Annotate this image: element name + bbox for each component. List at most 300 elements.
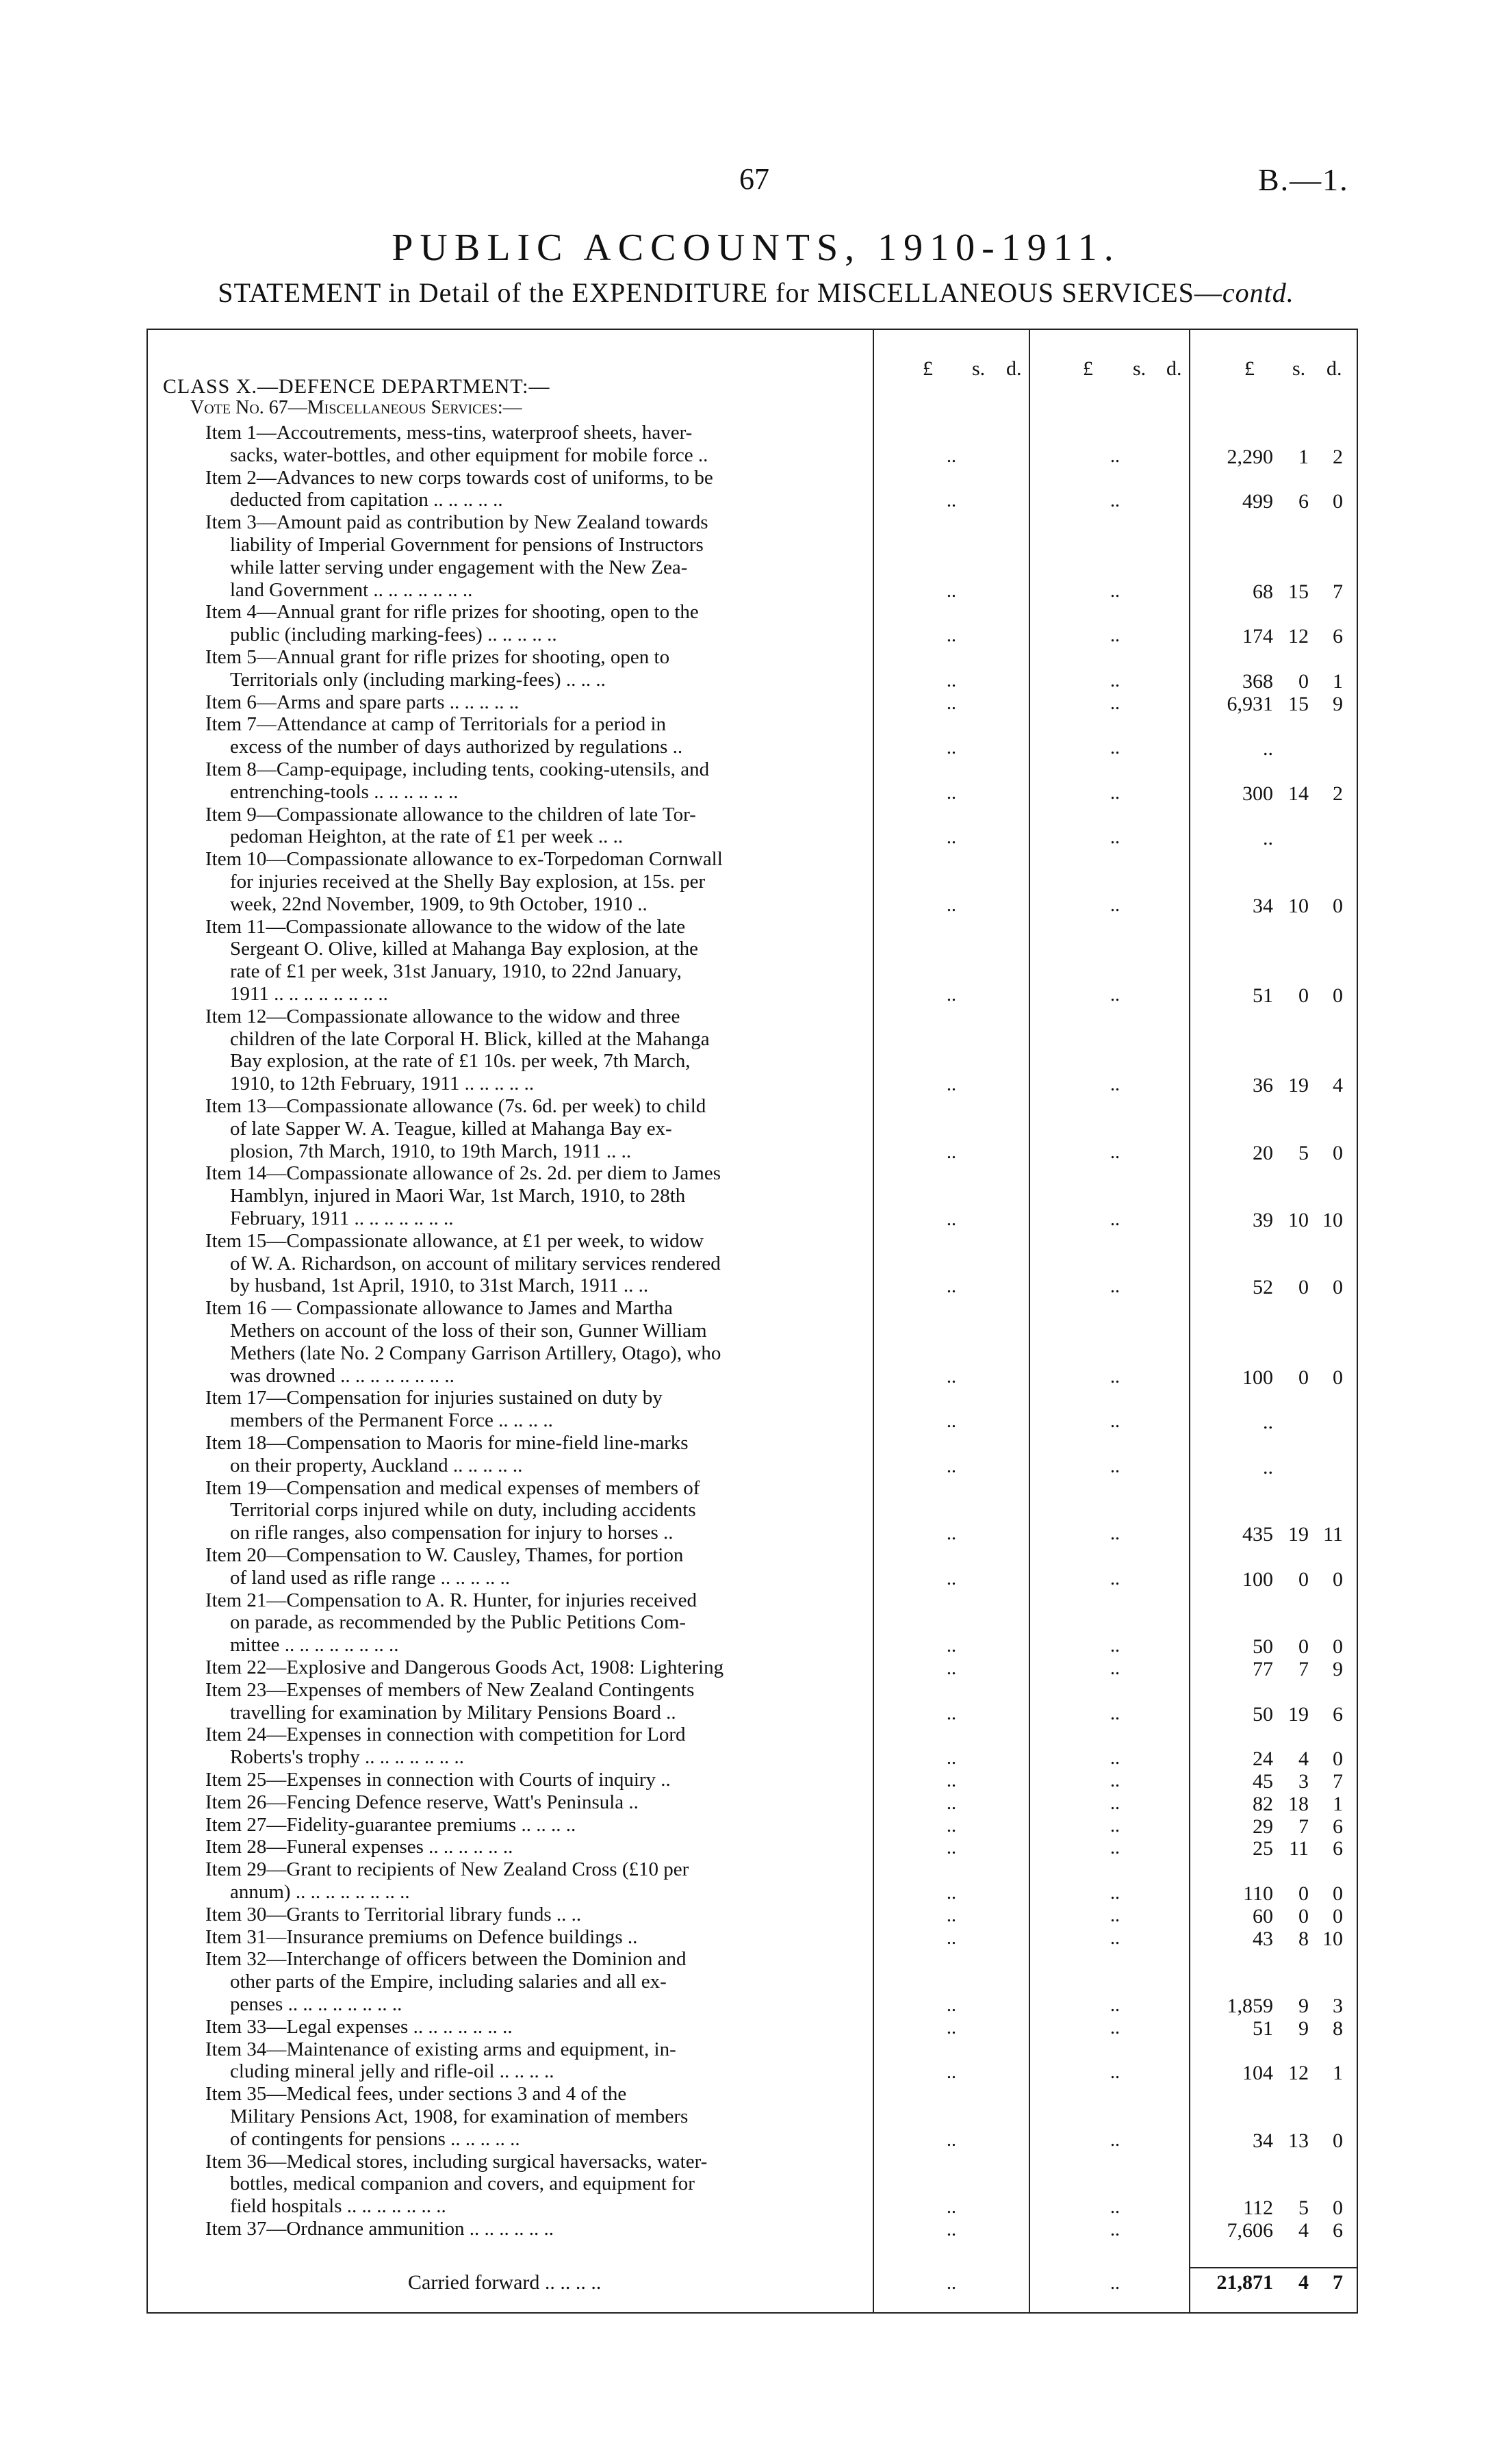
col1-pence-header: d.: [1006, 357, 1022, 380]
carried-forward-col2-marker: ..: [1110, 2273, 1120, 2294]
carried-forward-rule: [1189, 2267, 1358, 2268]
item-description-line: members of the Permanent Force .. .. .. ..: [230, 1409, 553, 1432]
item-col1-marker: ..: [947, 580, 956, 602]
list-item: [205, 691, 859, 714]
subtitle-contd: contd.: [1222, 277, 1294, 308]
list-item: [205, 511, 859, 601]
col3-pound-header: £: [1244, 357, 1255, 380]
list-item: [205, 1836, 859, 1858]
item-description-line: children of the late Corporal H. Blick, killed at the Mahanga: [230, 1027, 710, 1050]
item-description-line: Item 32—Interchange of officers between the Dominion and: [205, 1948, 687, 1971]
table-bottom-rule: [146, 2312, 1358, 2314]
item-pounds: 34: [1253, 894, 1273, 917]
item-description-line: Item 36—Medical stores, including surgical haversacks, water-: [205, 2150, 708, 2173]
item-col1-marker: ..: [947, 1815, 956, 1836]
item-pence: 0: [1333, 490, 1343, 513]
item-pence: 11: [1323, 1523, 1343, 1546]
item-description-line: Methers (late No. 2 Company Garrison Artillery, Otago), who: [230, 1342, 721, 1364]
item-col1-marker: ..: [947, 1927, 956, 1949]
item-description-line: Item 3—Amount paid as contribution by New Zealand towards: [205, 511, 708, 534]
item-description-line: Item 14—Compassionate allowance of 2s. 2d. per diem to James: [205, 1162, 721, 1185]
item-pounds: 2,290: [1227, 445, 1273, 468]
item-col2-marker: ..: [1110, 1567, 1120, 1589]
item-pence: 4: [1333, 1074, 1343, 1097]
item-pence: 0: [1333, 2129, 1343, 2152]
item-pence: 6: [1333, 625, 1343, 648]
carried-forward-shillings: 4: [1298, 2271, 1309, 2294]
item-description-line: Hamblyn, injured in Maori War, 1st March, 1910, to 28th: [230, 1185, 686, 1207]
item-col2-marker: ..: [1110, 625, 1120, 647]
item-description-line: cluding mineral jelly and rifle-oil .. .. .. ..: [230, 2060, 554, 2083]
item-col2-marker: ..: [1110, 1702, 1120, 1724]
item-col1-marker: ..: [947, 1074, 956, 1096]
item-shillings: 14: [1288, 782, 1309, 805]
item-shillings: 8: [1298, 1927, 1309, 1950]
item-shillings: 7: [1298, 1658, 1309, 1680]
list-item: [205, 1656, 859, 1679]
item-shillings: 19: [1288, 1074, 1309, 1097]
item-col2-marker: ..: [1110, 1748, 1120, 1769]
item-pence: 0: [1333, 1635, 1343, 1659]
item-shillings: 15: [1288, 580, 1309, 603]
item-col1-marker: ..: [947, 692, 956, 714]
item-pounds: ..: [1263, 1411, 1273, 1434]
item-col1-marker: ..: [947, 625, 956, 647]
item-description-line: field hospitals .. .. .. .. .. .. ..: [230, 2195, 446, 2218]
item-description-line: Item 7—Attendance at camp of Territorials for a period in: [205, 713, 667, 736]
item-pence: 2: [1333, 782, 1343, 805]
item-description-line: of late Sapper W. A. Teague, killed at Mahanga Bay ex-: [230, 1117, 672, 1140]
item-description-line: Item 9—Compassionate allowance to the children of late Tor-: [205, 803, 696, 825]
item-description-line: Item 15—Compassionate allowance, at £1 per week, to widow: [205, 1229, 704, 1252]
item-description-line: Item 16 — Compassionate allowance to James and Martha: [205, 1297, 673, 1320]
item-pounds: 435: [1242, 1523, 1273, 1546]
item-shillings: 12: [1288, 625, 1309, 648]
item-pence: 1: [1333, 669, 1343, 693]
col1-shillings-header: s.: [972, 357, 986, 380]
list-item: [205, 467, 859, 512]
item-pounds: 20: [1253, 1141, 1273, 1164]
item-description-line: 1911 .. .. .. .. .. .. .. ..: [230, 982, 388, 1005]
item-shillings: 9: [1298, 1995, 1309, 2017]
item-col1-marker: ..: [947, 669, 956, 691]
list-item: [205, 1791, 859, 1814]
item-description-line: of land used as rifle range .. .. .. .. ..: [230, 1566, 511, 1589]
item-description-line: Item 2—Advances to new corps towards cost of uniforms, to be: [205, 466, 713, 489]
item-col2-marker: ..: [1110, 2062, 1120, 2084]
list-item: [205, 2016, 859, 2038]
item-pence: 2: [1333, 445, 1343, 468]
item-col1-marker: ..: [947, 1209, 956, 1230]
carried-forward-label: Carried forward .. .. .. ..: [408, 2271, 602, 2294]
list-item: [205, 1297, 859, 1387]
item-description-line: plosion, 7th March, 1910, to 19th March, 1911 .. ..: [230, 1140, 632, 1162]
statement-subtitle: [0, 277, 1512, 309]
list-item: [205, 1769, 859, 1791]
list-item: [205, 1814, 859, 1836]
item-col1-marker: ..: [947, 827, 956, 849]
item-col1-marker: ..: [947, 2197, 956, 2218]
item-description-line: bottles, medical companion and covers, and equipment for: [230, 2173, 695, 2195]
item-description-line: February, 1911 .. .. .. .. .. .. ..: [230, 1207, 454, 1229]
col3-pence-header: d.: [1327, 357, 1342, 380]
item-pence: 6: [1333, 1702, 1343, 1726]
item-col1-marker: ..: [947, 737, 956, 759]
page-title: PUBLIC ACCOUNTS, 1910-1911.: [392, 227, 1120, 269]
item-description-line: on their property, Auckland .. .. .. .. ..: [230, 1454, 523, 1476]
item-description-line: Item 34—Maintenance of existing arms and equipment, in-: [205, 2038, 676, 2060]
item-pounds: 112: [1243, 2197, 1273, 2220]
item-col1-marker: ..: [947, 2129, 956, 2151]
item-description-line: Item 37—Ordnance ammunition .. .. .. .. .. ..: [205, 2218, 554, 2240]
item-shillings: 3: [1298, 1770, 1309, 1793]
item-pence: 0: [1333, 1141, 1343, 1164]
item-col2-marker: ..: [1110, 1904, 1120, 1926]
item-pounds: 50: [1253, 1635, 1273, 1659]
item-description-line: on parade, as recommended by the Public Petitions Com-: [230, 1611, 687, 1634]
item-pounds: 50: [1253, 1702, 1273, 1726]
item-col2-marker: ..: [1110, 2219, 1120, 2240]
list-item: [205, 916, 859, 1006]
item-pence: 8: [1333, 2017, 1343, 2040]
item-pence: 0: [1333, 1276, 1343, 1299]
item-pence: 1: [1333, 1792, 1343, 1815]
item-pence: 7: [1333, 1770, 1343, 1793]
item-description-line: Item 30—Grants to Territorial library funds .. ..: [205, 1903, 582, 1925]
item-description-line: Item 24—Expenses in connection with competition for Lord: [205, 1724, 686, 1746]
item-pounds: ..: [1263, 1455, 1273, 1478]
list-item: [205, 1544, 859, 1589]
list-item: [205, 1162, 859, 1229]
item-description-line: Bay explosion, at the rate of £1 10s. per week, 7th March,: [230, 1050, 691, 1073]
item-description-line: mittee .. .. .. .. .. .. .. ..: [230, 1634, 399, 1656]
item-col2-marker: ..: [1110, 1770, 1120, 1791]
item-pounds: 24: [1253, 1748, 1273, 1771]
item-col2-marker: ..: [1110, 1074, 1120, 1096]
item-description-line: Roberts's trophy .. .. .. .. .. .. ..: [230, 1746, 464, 1769]
item-col1-marker: ..: [947, 1141, 956, 1163]
item-pounds: 45: [1253, 1770, 1273, 1793]
vote-heading: Vote No. 67—Miscellaneous Services:—: [190, 397, 522, 418]
item-col1-marker: ..: [947, 1770, 956, 1791]
list-item: [205, 1432, 859, 1477]
item-pounds: 100: [1242, 1567, 1273, 1591]
item-description-line: liability of Imperial Government for pensions of Instructors: [230, 533, 704, 556]
item-shillings: 10: [1288, 894, 1309, 917]
item-description-line: public (including marking-fees) .. .. .. .. ..: [230, 624, 557, 646]
item-shillings: 0: [1298, 1635, 1309, 1659]
item-pounds: 110: [1243, 1882, 1273, 1905]
item-pence: 0: [1333, 1882, 1343, 1905]
table-right-rule: [1357, 329, 1358, 2314]
col3-shillings-header: s.: [1292, 357, 1306, 380]
list-item: [205, 804, 859, 849]
item-col2-marker: ..: [1110, 1141, 1120, 1163]
item-col2-marker: ..: [1110, 1411, 1120, 1433]
page-number: 67: [739, 162, 769, 196]
item-shillings: 19: [1288, 1702, 1309, 1726]
item-description-line: Item 20—Compensation to W. Causley, Thames, for portion: [205, 1544, 684, 1566]
item-description-line: week, 22nd November, 1909, to 9th October, 1910 ..: [230, 893, 648, 915]
item-col1-marker: ..: [947, 1567, 956, 1589]
item-col2-marker: ..: [1110, 782, 1120, 804]
item-col1-marker: ..: [947, 1748, 956, 1769]
item-pounds: 499: [1242, 490, 1273, 513]
item-description-line: Item 12—Compassionate allowance to the widow and three: [205, 1005, 680, 1027]
item-description-line: Item 31—Insurance premiums on Defence buildings ..: [205, 1925, 638, 1948]
list-item: [205, 2083, 859, 2150]
item-description-line: Item 6—Arms and spare parts .. .. .. .. ..: [205, 691, 520, 713]
item-col1-marker: ..: [947, 1635, 956, 1657]
list-item: [205, 1095, 859, 1162]
item-col2-marker: ..: [1110, 669, 1120, 691]
item-shillings: 6: [1298, 490, 1309, 513]
item-pounds: 39: [1253, 1209, 1273, 1231]
list-item: [205, 1006, 859, 1095]
list-item: [205, 1387, 859, 1432]
subtitle-text: STATEMENT in Detail of the EXPENDITURE for MISCELLANEOUS SERVICES—: [218, 277, 1222, 308]
list-item: [205, 2218, 859, 2240]
item-pence: 3: [1333, 1995, 1343, 2017]
item-shillings: 15: [1288, 692, 1309, 715]
item-description-line: Item 35—Medical fees, under sections 3 and 4 of the: [205, 2083, 627, 2105]
item-col2-marker: ..: [1110, 490, 1120, 512]
item-description-line: Sergeant O. Olive, killed at Mahanga Bay explosion, at the: [230, 938, 699, 960]
item-pence: 0: [1333, 2197, 1343, 2220]
item-pounds: 51: [1253, 984, 1273, 1007]
item-col2-marker: ..: [1110, 1455, 1120, 1477]
item-shillings: 10: [1288, 1209, 1309, 1231]
item-description-line: Item 19—Compensation and medical expenses of members of: [205, 1476, 700, 1499]
item-col1-marker: ..: [947, 894, 956, 916]
item-pounds: 25: [1253, 1837, 1273, 1860]
item-description-line: while latter serving under engagement with the New Zea-: [230, 556, 688, 578]
item-pence: 0: [1333, 1748, 1343, 1771]
item-col2-marker: ..: [1110, 1366, 1120, 1387]
item-pounds: 104: [1242, 2062, 1273, 2085]
class-heading: CLASS X.—DEFENCE DEPARTMENT:—: [163, 375, 550, 398]
item-description-line: of contingents for pensions .. .. .. .. ..: [230, 2127, 520, 2150]
item-col1-marker: ..: [947, 1523, 956, 1545]
item-description-line: Item 29—Grant to recipients of New Zealand Cross (£10 per: [205, 1858, 689, 1881]
item-pence: 6: [1333, 2219, 1343, 2242]
item-description-line: travelling for examination by Military Pensions Board ..: [230, 1701, 676, 1724]
table-top-rule: [146, 329, 1358, 330]
item-col1-marker: ..: [947, 1792, 956, 1814]
item-pence: 9: [1333, 1658, 1343, 1680]
item-col1-marker: ..: [947, 1882, 956, 1904]
col1-pound-header: £: [923, 357, 933, 380]
item-description-line: Item 33—Legal expenses .. .. .. .. .. .. ..: [205, 2015, 513, 2038]
item-description-line: of W. A. Richardson, on account of military services rendered: [230, 1252, 721, 1275]
item-pounds: 51: [1253, 2017, 1273, 2040]
item-col2-marker: ..: [1110, 2129, 1120, 2151]
item-pounds: 7,606: [1227, 2219, 1273, 2242]
item-pounds: 100: [1242, 1366, 1273, 1389]
item-shillings: 19: [1288, 1523, 1309, 1546]
item-col1-marker: ..: [947, 2219, 956, 2240]
item-description-line: entrenching-tools .. .. .. .. .. ..: [230, 780, 459, 803]
item-col2-marker: ..: [1110, 737, 1120, 759]
item-col2-marker: ..: [1110, 445, 1120, 467]
item-pounds: 60: [1253, 1904, 1273, 1928]
item-pounds: 174: [1242, 625, 1273, 648]
item-description-line: deducted from capitation .. .. .. .. ..: [230, 489, 503, 511]
item-description-line: Methers on account of the loss of their son, Gunner William: [230, 1319, 707, 1342]
item-pence: 10: [1322, 1209, 1343, 1231]
item-pounds: 29: [1253, 1815, 1273, 1838]
carried-forward-pence: 7: [1333, 2271, 1343, 2294]
item-description-line: Item 27—Fidelity-guarantee premiums .. .. .. ..: [205, 1813, 576, 1836]
item-shillings: 0: [1298, 669, 1309, 693]
item-pounds: 6,931: [1227, 692, 1273, 715]
item-description-line: was drowned .. .. .. .. .. .. .. ..: [230, 1364, 454, 1387]
item-pence: 0: [1333, 1567, 1343, 1591]
item-description-line: Item 10—Compassionate allowance to ex-Torpedoman Cornwall: [205, 848, 723, 871]
item-pence: 0: [1333, 1904, 1343, 1928]
item-pounds: 300: [1242, 782, 1273, 805]
list-item: [205, 1948, 859, 2015]
item-col2-marker: ..: [1110, 827, 1120, 849]
item-col1-marker: ..: [947, 445, 956, 467]
item-description-line: for injuries received at the Shelly Bay explosion, at 15s. per: [230, 870, 706, 893]
item-pounds: 34: [1253, 2129, 1273, 2152]
list-item: [205, 2151, 859, 2218]
item-col2-marker: ..: [1110, 2017, 1120, 2038]
item-pounds: ..: [1263, 827, 1273, 850]
col2-pence-header: d.: [1166, 357, 1182, 380]
list-item: [205, 1679, 859, 1724]
item-pounds: ..: [1263, 737, 1273, 760]
item-shillings: 7: [1298, 1815, 1309, 1838]
item-col1-marker: ..: [947, 2062, 956, 2084]
item-pence: 0: [1333, 1366, 1343, 1389]
item-pence: 6: [1333, 1837, 1343, 1860]
list-item: [205, 758, 859, 804]
item-description-line: Item 22—Explosive and Dangerous Goods Act, 1908: Lightering: [205, 1656, 724, 1678]
item-description-line: Item 28—Funeral expenses .. .. .. .. .. ..: [205, 1836, 513, 1858]
item-shillings: 18: [1288, 1792, 1309, 1815]
item-pence: 0: [1333, 894, 1343, 917]
item-shillings: 4: [1298, 1748, 1309, 1771]
item-col2-marker: ..: [1110, 1276, 1120, 1298]
list-item: [205, 1724, 859, 1769]
item-pence: 1: [1333, 2062, 1343, 2085]
item-col2-marker: ..: [1110, 1792, 1120, 1814]
item-shillings: 11: [1289, 1837, 1309, 1860]
item-col1-marker: ..: [947, 782, 956, 804]
item-shillings: 0: [1298, 1366, 1309, 1389]
item-col2-marker: ..: [1110, 2197, 1120, 2218]
item-description-line: Territorial corps injured while on duty, including accidents: [230, 1499, 696, 1522]
item-col2-marker: ..: [1110, 1927, 1120, 1949]
item-shillings: 13: [1288, 2129, 1309, 2152]
item-description-line: Item 1—Accoutrements, mess-tins, waterproof sheets, haver-: [205, 422, 693, 444]
item-description-line: Item 26—Fencing Defence reserve, Watt's Peninsula ..: [205, 1791, 639, 1813]
item-shillings: 0: [1298, 1904, 1309, 1928]
list-item: [205, 713, 859, 758]
item-pounds: 52: [1253, 1276, 1273, 1299]
item-description-line: Item 11—Compassionate allowance to the widow of the late: [205, 915, 686, 938]
list-item: [205, 422, 859, 467]
item-description-line: penses .. .. .. .. .. .. .. ..: [230, 1993, 402, 2015]
item-description-line: excess of the number of days authorized by regulations ..: [230, 736, 683, 758]
item-pence: 9: [1333, 692, 1343, 715]
list-item: [205, 848, 859, 915]
item-shillings: 1: [1298, 445, 1309, 468]
item-pounds: 368: [1242, 669, 1273, 693]
item-col1-marker: ..: [947, 1995, 956, 2016]
item-col2-marker: ..: [1110, 1209, 1120, 1230]
item-col2-marker: ..: [1110, 1995, 1120, 2016]
carried-forward-pounds: 21,871: [1216, 2271, 1273, 2294]
item-col2-marker: ..: [1110, 1837, 1120, 1859]
item-description-line: 1910, to 12th February, 1911 .. .. .. .. ..: [230, 1073, 535, 1095]
item-shillings: 0: [1298, 1567, 1309, 1591]
item-col1-marker: ..: [947, 2017, 956, 2038]
column-divider-1: [873, 329, 874, 2314]
document-reference: B.—1.: [1258, 162, 1349, 197]
item-shillings: 0: [1298, 984, 1309, 1007]
item-col2-marker: ..: [1110, 1523, 1120, 1545]
item-col2-marker: ..: [1110, 1882, 1120, 1904]
item-description-line: by husband, 1st April, 1910, to 31st March, 1911 .. ..: [230, 1275, 649, 1297]
item-description-line: Item 8—Camp-equipage, including tents, cooking-utensils, and: [205, 758, 710, 780]
item-description-line: land Government .. .. .. .. .. .. ..: [230, 578, 473, 601]
item-pounds: 77: [1253, 1658, 1273, 1680]
item-col1-marker: ..: [947, 1837, 956, 1859]
item-shillings: 0: [1298, 1276, 1309, 1299]
item-description-line: annum) .. .. .. .. .. .. .. ..: [230, 1880, 410, 1903]
item-description-line: other parts of the Empire, including salaries and all ex-: [230, 1971, 667, 1993]
item-pounds: 1,859: [1227, 1995, 1273, 2017]
item-col2-marker: ..: [1110, 894, 1120, 916]
column-divider-2: [1029, 329, 1030, 2314]
list-item: [205, 1858, 859, 1904]
item-description-line: Territorials only (including marking-fees) .. .. ..: [230, 668, 606, 691]
item-col2-marker: ..: [1110, 1815, 1120, 1836]
item-pence: 10: [1322, 1927, 1343, 1950]
item-description-line: Military Pensions Act, 1908, for examination of members: [230, 2105, 689, 2127]
item-shillings: 5: [1298, 1141, 1309, 1164]
item-description-line: rate of £1 per week, 31st January, 1910, to 22nd January,: [230, 960, 682, 983]
item-shillings: 5: [1298, 2197, 1309, 2220]
item-description-line: Item 25—Expenses in connection with Courts of inquiry ..: [205, 1769, 671, 1791]
item-description-line: Item 4—Annual grant for rifle prizes for shooting, open to the: [205, 601, 699, 624]
item-pounds: 36: [1253, 1074, 1273, 1097]
item-pounds: 82: [1253, 1792, 1273, 1815]
item-description-line: pedoman Heighton, at the rate of £1 per week .. ..: [230, 825, 624, 848]
item-col1-marker: ..: [947, 490, 956, 512]
item-shillings: 0: [1298, 1882, 1309, 1905]
item-col1-marker: ..: [947, 1366, 956, 1387]
item-description-line: Item 18—Compensation to Maoris for mine-field line-marks: [205, 1432, 689, 1454]
col2-pound-header: £: [1083, 357, 1093, 380]
item-shillings: 9: [1298, 2017, 1309, 2040]
item-description-line: Item 23—Expenses of members of New Zealand Contingents: [205, 1678, 695, 1701]
item-pounds: 43: [1253, 1927, 1273, 1950]
item-description-line: Item 5—Annual grant for rifle prizes for shooting, open to: [205, 646, 670, 668]
item-col1-marker: ..: [947, 1276, 956, 1298]
item-col2-marker: ..: [1110, 984, 1120, 1006]
item-col2-marker: ..: [1110, 1635, 1120, 1657]
list-item: [205, 1477, 859, 1544]
list-item: [205, 1230, 859, 1297]
item-description-line: on rifle ranges, also compensation for injury to horses ..: [230, 1522, 674, 1544]
item-shillings: 4: [1298, 2219, 1309, 2242]
item-col1-marker: ..: [947, 1455, 956, 1477]
item-description-line: Item 17—Compensation for injuries sustained on duty by: [205, 1387, 663, 1409]
